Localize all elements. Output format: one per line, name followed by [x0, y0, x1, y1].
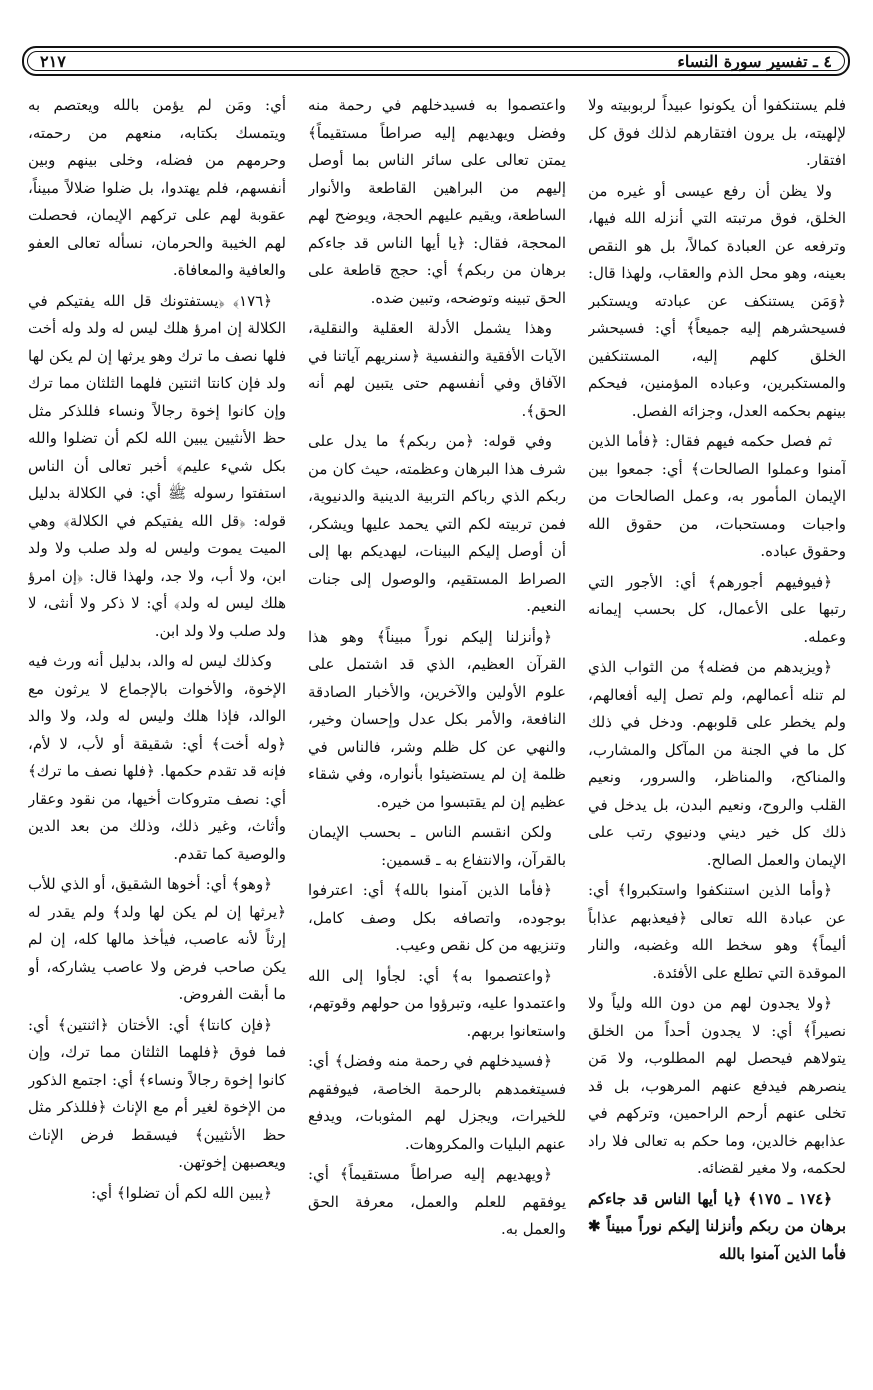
paragraph: ﴿يبين الله لكم أن تضلوا﴾ أي: — [91, 1183, 272, 1202]
text-columns — [28, 92, 846, 1372]
running-header — [22, 46, 850, 76]
paragraph: وفي قوله: ﴿من ربكم﴾ ما يدل على شرف هذا البرهان وعظمته، حيث كان من ربكم الذي رباكم التربية الدينية والدنيوية، فمن تربيته لكم التي يحمد عليها ويشكر، أن أوصل إليكم البينات، ليهديكم بها إلى الصراط المستقيم، والوصول إلى جنات النعيم. — [308, 432, 566, 615]
paragraph: أي: ومَن لم يؤمن بالله ويعتصم به ويتمسك بكتابه، منعهم من رحمته، وحرمهم من فضله، وخلى بينهم وبين أنفسهم، فلم يهتدوا، بل ضلوا ضلالاً مبيناً، عقوبة لهم على تركهم الإيمان، فحصلت لهم الخيبة والحرمان، نسأله تعالى العفو والعافية والمعافاة. — [28, 96, 286, 279]
paragraph: ﴿فأما الذين آمنوا بالله﴾ أي: اعترفوا بوجوده، واتصافه بكل وصف كامل، وتنزيهه من كل نقص وعيب. — [308, 881, 566, 954]
column-middle — [308, 92, 566, 1372]
paragraph: وكذلك ليس له والد، بدليل أنه ورث فيه الإخوة، والأخوات بالإجماع لا يرثون مع الوالد، فإذا هلك وليس له ولد، ولا والد ﴿وله أخت﴾ أي: شقيقة أو لأب، لا لأم، فإنه قد تقدم حكمها. ﴿فلها نصف ما ترك﴾ أي: نصف متروكات أخيها، من نقود وعقار وأثاث، وغير ذلك، وذلك من بعد الدين والوصية كما تقدم. — [28, 652, 286, 863]
running-title: ٤ ـ تفسير سورة النساء — [677, 51, 832, 71]
paragraph: ﴿وأنزلنا إليكم نوراً مبيناً﴾ وهو هذا القرآن العظيم، الذي قد اشتمل على علوم الأولين والآخرين، والأخبار الصادقة النافعة، والأمر بكل عدل وإحسان وخير، والنهي عن كل ظلم وشر، فالناس في ظلمة إن لم يستضيئوا بأنواره، وفي شقاء عظيم إن لم يقتبسوا من خيره. — [308, 627, 566, 811]
paragraph: ﴿وهو﴾ أي: أخوها الشقيق، أو الذي للأب ﴿يرثها إن لم يكن لها ولد﴾ ولم يقدر له إرثاً لأنه عاصب، فيأخذ مالها كله، إن لم يكن صاحب فرض ولا عاصب يشاركه، أو ما أبقت الفروض. — [28, 875, 286, 1003]
paragraph: ﴿واعتصموا به﴾ أي: لجأوا إلى الله واعتمدوا عليه، وتبرؤوا من حولهم وقوتهم، واستعانوا بربهم. — [308, 966, 566, 1040]
paragraph: ﴿فسيدخلهم في رحمة منه وفضل﴾ أي: فسيتغمدهم بالرحمة الخاصة، فيوفقهم للخيرات، ويجزل لهم المثوبات، ويدفع عنهم البليات والمكروهات. — [308, 1052, 566, 1153]
column-right — [588, 92, 846, 1372]
paragraph: فلم يستنكفوا أن يكونوا عبيداً لربوبيته ولا لإلهيته، بل يرون افتقارهم لذلك فوق كل افتقار. — [588, 96, 846, 169]
paragraph: ﴿ويهديهم إليه صراطاً مستقيماً﴾ أي: يوفقهم للعلم والعمل، معرفة الحق والعمل به. — [308, 1165, 566, 1238]
paragraph: وهذا يشمل الأدلة العقلية والنقلية، الآيات الأفقية والنفسية ﴿سنريهم آياتنا في الآفاق وفي أنفسهم حتى يتبين لهم أنه الحق﴾. — [308, 319, 566, 420]
paragraph: واعتصموا به فسيدخلهم في رحمة منه وفضل ويهديهم إليه صراطاً مستقيماً﴾ يمتن تعالى على سائر الناس بما أوصل إليهم من البراهين القاطعة والأنوار الساطعة، ويقيم عليهم الحجة، ويوضح لهم المحجة، فقال: ﴿يا أيها الناس قد جاءكم برهان من ربكم﴾ أي: حجج قاطعة على الحق تبينه وتوضحه، وتبين ضده. — [308, 96, 566, 307]
paragraph: ولكن انقسم الناس ـ بحسب الإيمان بالقرآن، والانتفاع به ـ قسمين: — [308, 823, 566, 869]
paragraph: ثم فصل حكمه فيهم فقال: ﴿فأما الذين آمنوا وعملوا الصالحات﴾ أي: جمعوا بين الإيمان المأمور به، وعمل الصالحات من واجبات ومستحبات، من حقوق الله وحقوق عباده. — [588, 432, 846, 560]
page-number: ٢١٧ — [40, 51, 66, 71]
paragraph: ﴿١٧٤ ـ ١٧٥﴾ ﴿يا أيها الناس قد جاءكم برهان من ربكم وأنزلنا إليكم نوراً مبيناً ✱ فأما الذين آمنوا بالله — [588, 1189, 846, 1263]
paragraph: ﴿ولا يجدون لهم من دون الله ولياً ولا نصيراً﴾ أي: لا يجدون أحداً من الخلق يتولاهم فيحصل لهم المطلوب، ولا مَن ينصرهم فيدفع عنهم المرهوب، بل قد تخلى عنهم أرحم الراحمين، وتركهم في عذابهم خالدين، وما حكم به تعالى فلا راد لحكمه، ولا مغير لقضائه. — [588, 994, 846, 1177]
paragraph: ﴿ويزيدهم من فضله﴾ من الثواب الذي لم تنله أعمالهم، ولم تصل إليه أفعالهم، ولم يخطر على قلوبهم. ودخل في ذلك كل ما في الجنة من المآكل والمشارب، والمناكح، والمناظر، والسرور، ونعيم القلب والروح، ونعيم البدن، بل يدخل في ذلك كل خير ديني ودنيوي رتب على الإيمان والعمل الصالح. — [588, 658, 846, 869]
paragraph: ﴿فيوفيهم أجورهم﴾ أي: الأجور التي رتبها على الأعمال، كل بحسب إيمانه وعمله. — [588, 572, 846, 646]
paragraph: ﴿فإن كانتا﴾ أي: الأختان ﴿اثنتين﴾ أي: فما فوق ﴿فلهما الثلثان مما ترك، وإن كانوا إخوة رجالاً ونساء﴾ أي: اجتمع الذكور من الإخوة لغير أم مع الإناث ﴿فللذكر مثل حظ الأنثيين﴾ فيسقط فرض الإناث ويعصبهن إخوتهن. — [28, 1015, 286, 1171]
paragraph: ولا يظن أن رفع عيسى أو غيره من الخلق، فوق مرتبته التي أنزله الله فيها، وترفعه عن العبادة كمالاً، بل هو النقص بعينه، وهو محل الذم والعقاب، ولهذا قال: ﴿وَمَن يستنكف عن عبادته ويستكبر فسيحشرهم إليه جميعاً﴾ أي: فسيحشر الخلق كلهم إليه، المستنكفين والمستكبرين، وعباده المؤمنين، فيحكم بينهم بحكمه العدل، وجزائه الفصل. — [588, 181, 846, 420]
column-left — [28, 92, 286, 1372]
paragraph: ﴿وأما الذين استنكفوا واستكبروا﴾ أي: عن عبادة الله تعالى ﴿فيعذبهم عذاباً أليماً﴾ وهو سخط الله وغضبه، والنار الموقدة التي تطلع على الأفئدة. — [588, 881, 846, 982]
paragraph: ﴿١٧٦﴾ ﴿يستفتونك قل الله يفتيكم في الكلالة إن امرؤ هلك ليس له ولد وله أخت فلها نصف ما ترك وهو يرثها إن لم يكن لها ولد فإن كانتا اثنتين فلهما الثلثان مما ترك وإن كانوا إخوة رجالاً ونساء فللذكر مثل حظ الأنثيين يبين الله لكم أن تضلوا والله بكل شيء عليم﴾ أخبر تعالى أن الناس استفتوا رسوله ﷺ أي: في الكلالة بدليل قوله: ﴿قل الله يفتيكم في الكلالة﴾ وهي الميت يموت وليس له ولد صلب ولا ولد ابن، ولا أب، ولا جد، ولهذا قال: ﴿إن امرؤ هلك ليس له ولد﴾ أي: لا ذكر ولا أنثى، لا ولد صلب ولا ولد ابن. — [28, 291, 286, 640]
